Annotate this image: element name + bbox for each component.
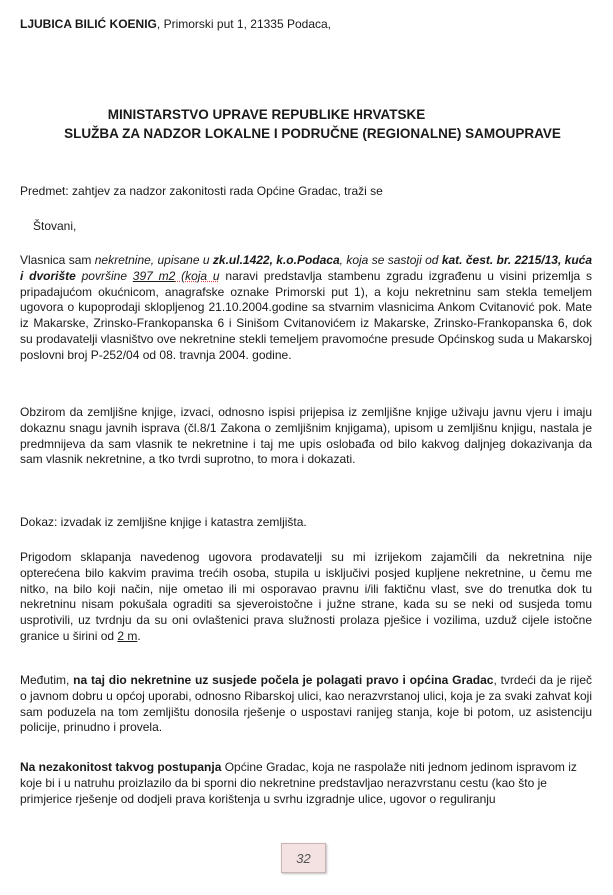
p5-text-1: Međutim,: [20, 673, 74, 687]
paragraph-municipality-claim: [20, 673, 592, 736]
p5-emphasis: na taj dio nekretnine uz susjede počela je polagati pravo i općina Gradac: [73, 673, 494, 687]
p1-text-4: , koja se sastoji od: [339, 253, 442, 267]
paragraph-evidence: Dokaz: izvadak iz zemljišne knjige i katastra zemljišta.: [20, 515, 307, 529]
sender-name: LJUBICA BILIĆ KOENIG: [20, 17, 157, 31]
subject-line: Predmet: zahtjev za nadzor zakonitosti rada Općine Gradac, traži se: [20, 184, 383, 198]
greeting: Štovani,: [33, 219, 77, 233]
p4-end: .: [137, 628, 141, 643]
p1-text-1: Vlasnica sam: [20, 253, 95, 267]
p1-text-6: površine: [75, 268, 133, 283]
page-number: 32: [281, 843, 326, 873]
sender-address: , Primorski put 1, 21335 Podaca,: [156, 17, 331, 31]
p1-text-9: naravi predstavlja stambenu zgradu izgrađenu u visini prizemlja s pripadajućom okućnicom, anagrafske oznake Primorski put 1), a koju nekretninu sam stekla temeljem ugovora o kupoprodaji sklopljenog 21.10.2004.godine sa stvarnim vlasnicima Ankom Cvitanović pok. Mate iz Makarske, Zrinsko-Frankopanska 6 i Sinišom Cvitanovićem iz Makarske, Zrinsko-Frankopanska 6, dok su prodavatelji vlasništvo ove nekretnine stekli temeljem pravomoćne presude Općinskog suda u Makarskoj poslovni broj P-252/04 od 08. travnja 2004. godine.: [20, 268, 592, 362]
p1-parcel-ref: kat. čest. br. 2215/13, kuća i dvorište: [20, 253, 592, 283]
paragraph-illegality: [20, 760, 592, 807]
p1-area: 397 m2: [132, 268, 176, 283]
paragraph-land-registry: Obzirom da zemljišne knjige, izvaci, odnosno ispisi prijepisa iz zemljišne knjige uživaju javnu vjeru i imaju dokaznu snagu javnih isprava (čl.8/1 Zakona o zemljišnim knjigama), upisom u zemljišnu knjigu, nastala je predmnijeva da sam vlasnik te nekretnine i taj me upis oslobađa od bilo kakvog daljnjeg dokazivanja da sam vlasnik nekretnine, a tko tvrdi suprotno, to mora i dokazati.: [20, 405, 592, 467]
recipient-line-2: SLUŽBA ZA NADZOR LOKALNE I PODRUČNE (REGIONALNE) SAMOUPRAVE: [64, 126, 561, 141]
p1-text-8: (koja u: [175, 268, 220, 283]
paragraph-contract: [20, 550, 592, 645]
p1-land-registry-ref: zk.ul.1422, k.o.Podaca: [212, 253, 340, 267]
recipient-line-1: MINISTARSTVO UPRAVE REPUBLIKE HRVATSKE: [107, 107, 426, 122]
p5-text-3: , tvrdeći da je riječ o javnom dobru u općoj uporabi, odnosno Ribarskoj ulici, kao nerazvrstanoj ulici, koja je za svaki zahvat koji sam poduzela na tom zemljištu donosila rješenje o uspostavi ranijeg stanja, koje bi potom, uz asistenciju policije, prinudno i provela.: [20, 673, 593, 735]
sender-line: [20, 17, 331, 31]
p6-emphasis: Na nezakonitost takvog postupanja: [20, 760, 222, 774]
p4-text: Prigodom sklapanja navedenog ugovora prodavatelji su mi izrijekom zajamčili da nekretnina nije opterećena bilo kakvim pravima trećih osoba, stupila u isključivi posjed kupljene nekretnine, u čemu me nitko, na bilo koji način, nije ometao ili mi osporavao pravnu i/ili faktičnu vlast, sve do trenutka dok tu nekretninu nisam pokušala ograditi sa sjeveroistočne i južne strane, kada su se neki od susjeda tomu usprotivili, uz tvrdnju da su oni ovlaštenici prava služnosti prolaza pješice i vozilima, uzduž cijele istočne granice u širini od: [20, 550, 592, 643]
p1-text-2: nekretnine, upisane u: [94, 253, 213, 267]
paragraph-ownership: [20, 253, 592, 364]
p4-width: 2 m: [117, 628, 138, 643]
p6-text: Općine Gradac, koja ne raspolaže niti jednom jedinom ispravom iz koje bi i u natruhu proizlazilo da bi sporni dio nekretnine predstavljao nerazvrstanu cestu (kao što je primjerice rješenje od dodjeli prava korištenja u svrhu izgradnje ulice, ugovor o reguliranju: [20, 760, 577, 806]
